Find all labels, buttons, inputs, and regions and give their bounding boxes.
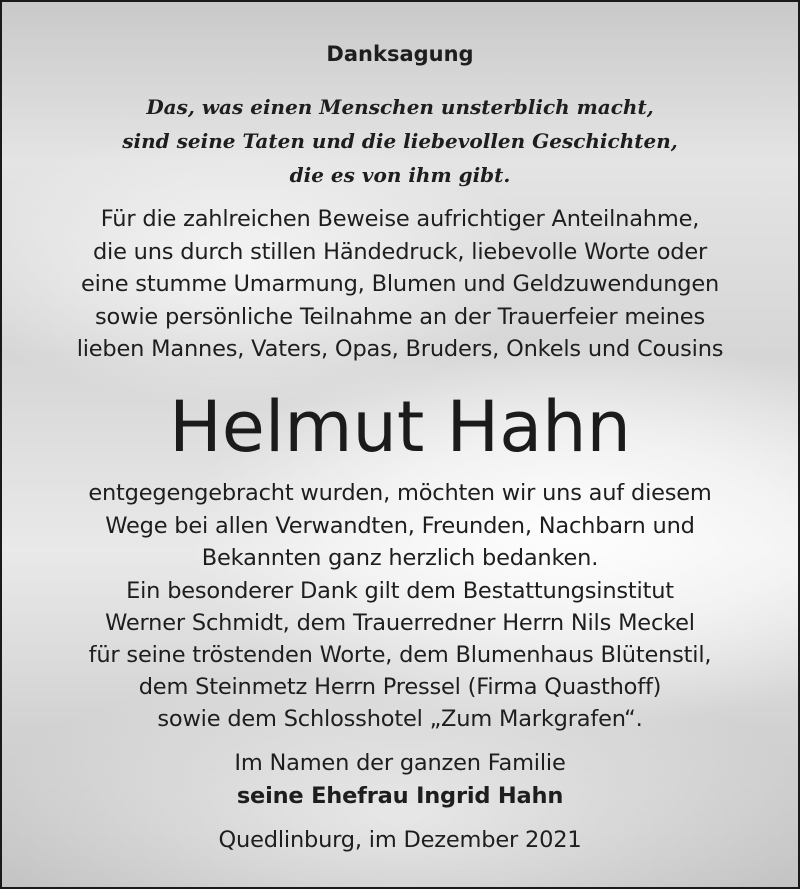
quote-line: Das, was einen Menschen unsterblich macht, xyxy=(146,95,654,119)
thanks-line: Bekannten ganz herzlich bedanken. xyxy=(201,545,599,571)
thanks-line: Ein besonderer Dank gilt dem Bestattungsinstitut xyxy=(126,578,674,604)
deceased-name: Helmut Hahn xyxy=(169,386,631,468)
thanks-line: dem Steinmetz Herrn Pressel (Firma Quasthoff) xyxy=(138,674,662,700)
heading: Danksagung xyxy=(326,42,474,66)
signature: seine Ehefrau Ingrid Hahn xyxy=(236,783,564,809)
place-date: Quedlinburg, im Dezember 2021 xyxy=(218,827,582,853)
thanks-line: entgegengebracht wurden, möchten wir uns auf diesem xyxy=(88,480,712,506)
intro-line: sowie persönliche Teilnahme an der Trauerfeier meines xyxy=(95,304,705,330)
thanks-line: sowie dem Schlosshotel „Zum Markgrafen“. xyxy=(157,706,643,732)
intro-line: Für die zahlreichen Beweise aufrichtiger Anteilnahme, xyxy=(100,206,700,232)
intro-line: lieben Mannes, Vaters, Opas, Bruders, Onkels und Cousins xyxy=(76,336,724,362)
intro-line: eine stumme Umarmung, Blumen und Geldzuwendungen xyxy=(80,271,720,297)
quote-line: sind seine Taten und die liebevollen Geschichten, xyxy=(122,129,678,153)
family-line: Im Namen der ganzen Familie xyxy=(234,750,566,776)
thanks-line: für seine tröstenden Worte, dem Blumenhaus Blütenstil, xyxy=(88,642,712,668)
thanks-line: Werner Schmidt, dem Trauerredner Herrn Nils Meckel xyxy=(105,610,695,636)
thanks-line: Wege bei allen Verwandten, Freunden, Nachbarn und xyxy=(105,513,695,539)
quote-line: die es von ihm gibt. xyxy=(289,163,511,187)
intro-line: die uns durch stillen Händedruck, liebevolle Worte oder xyxy=(92,239,708,265)
